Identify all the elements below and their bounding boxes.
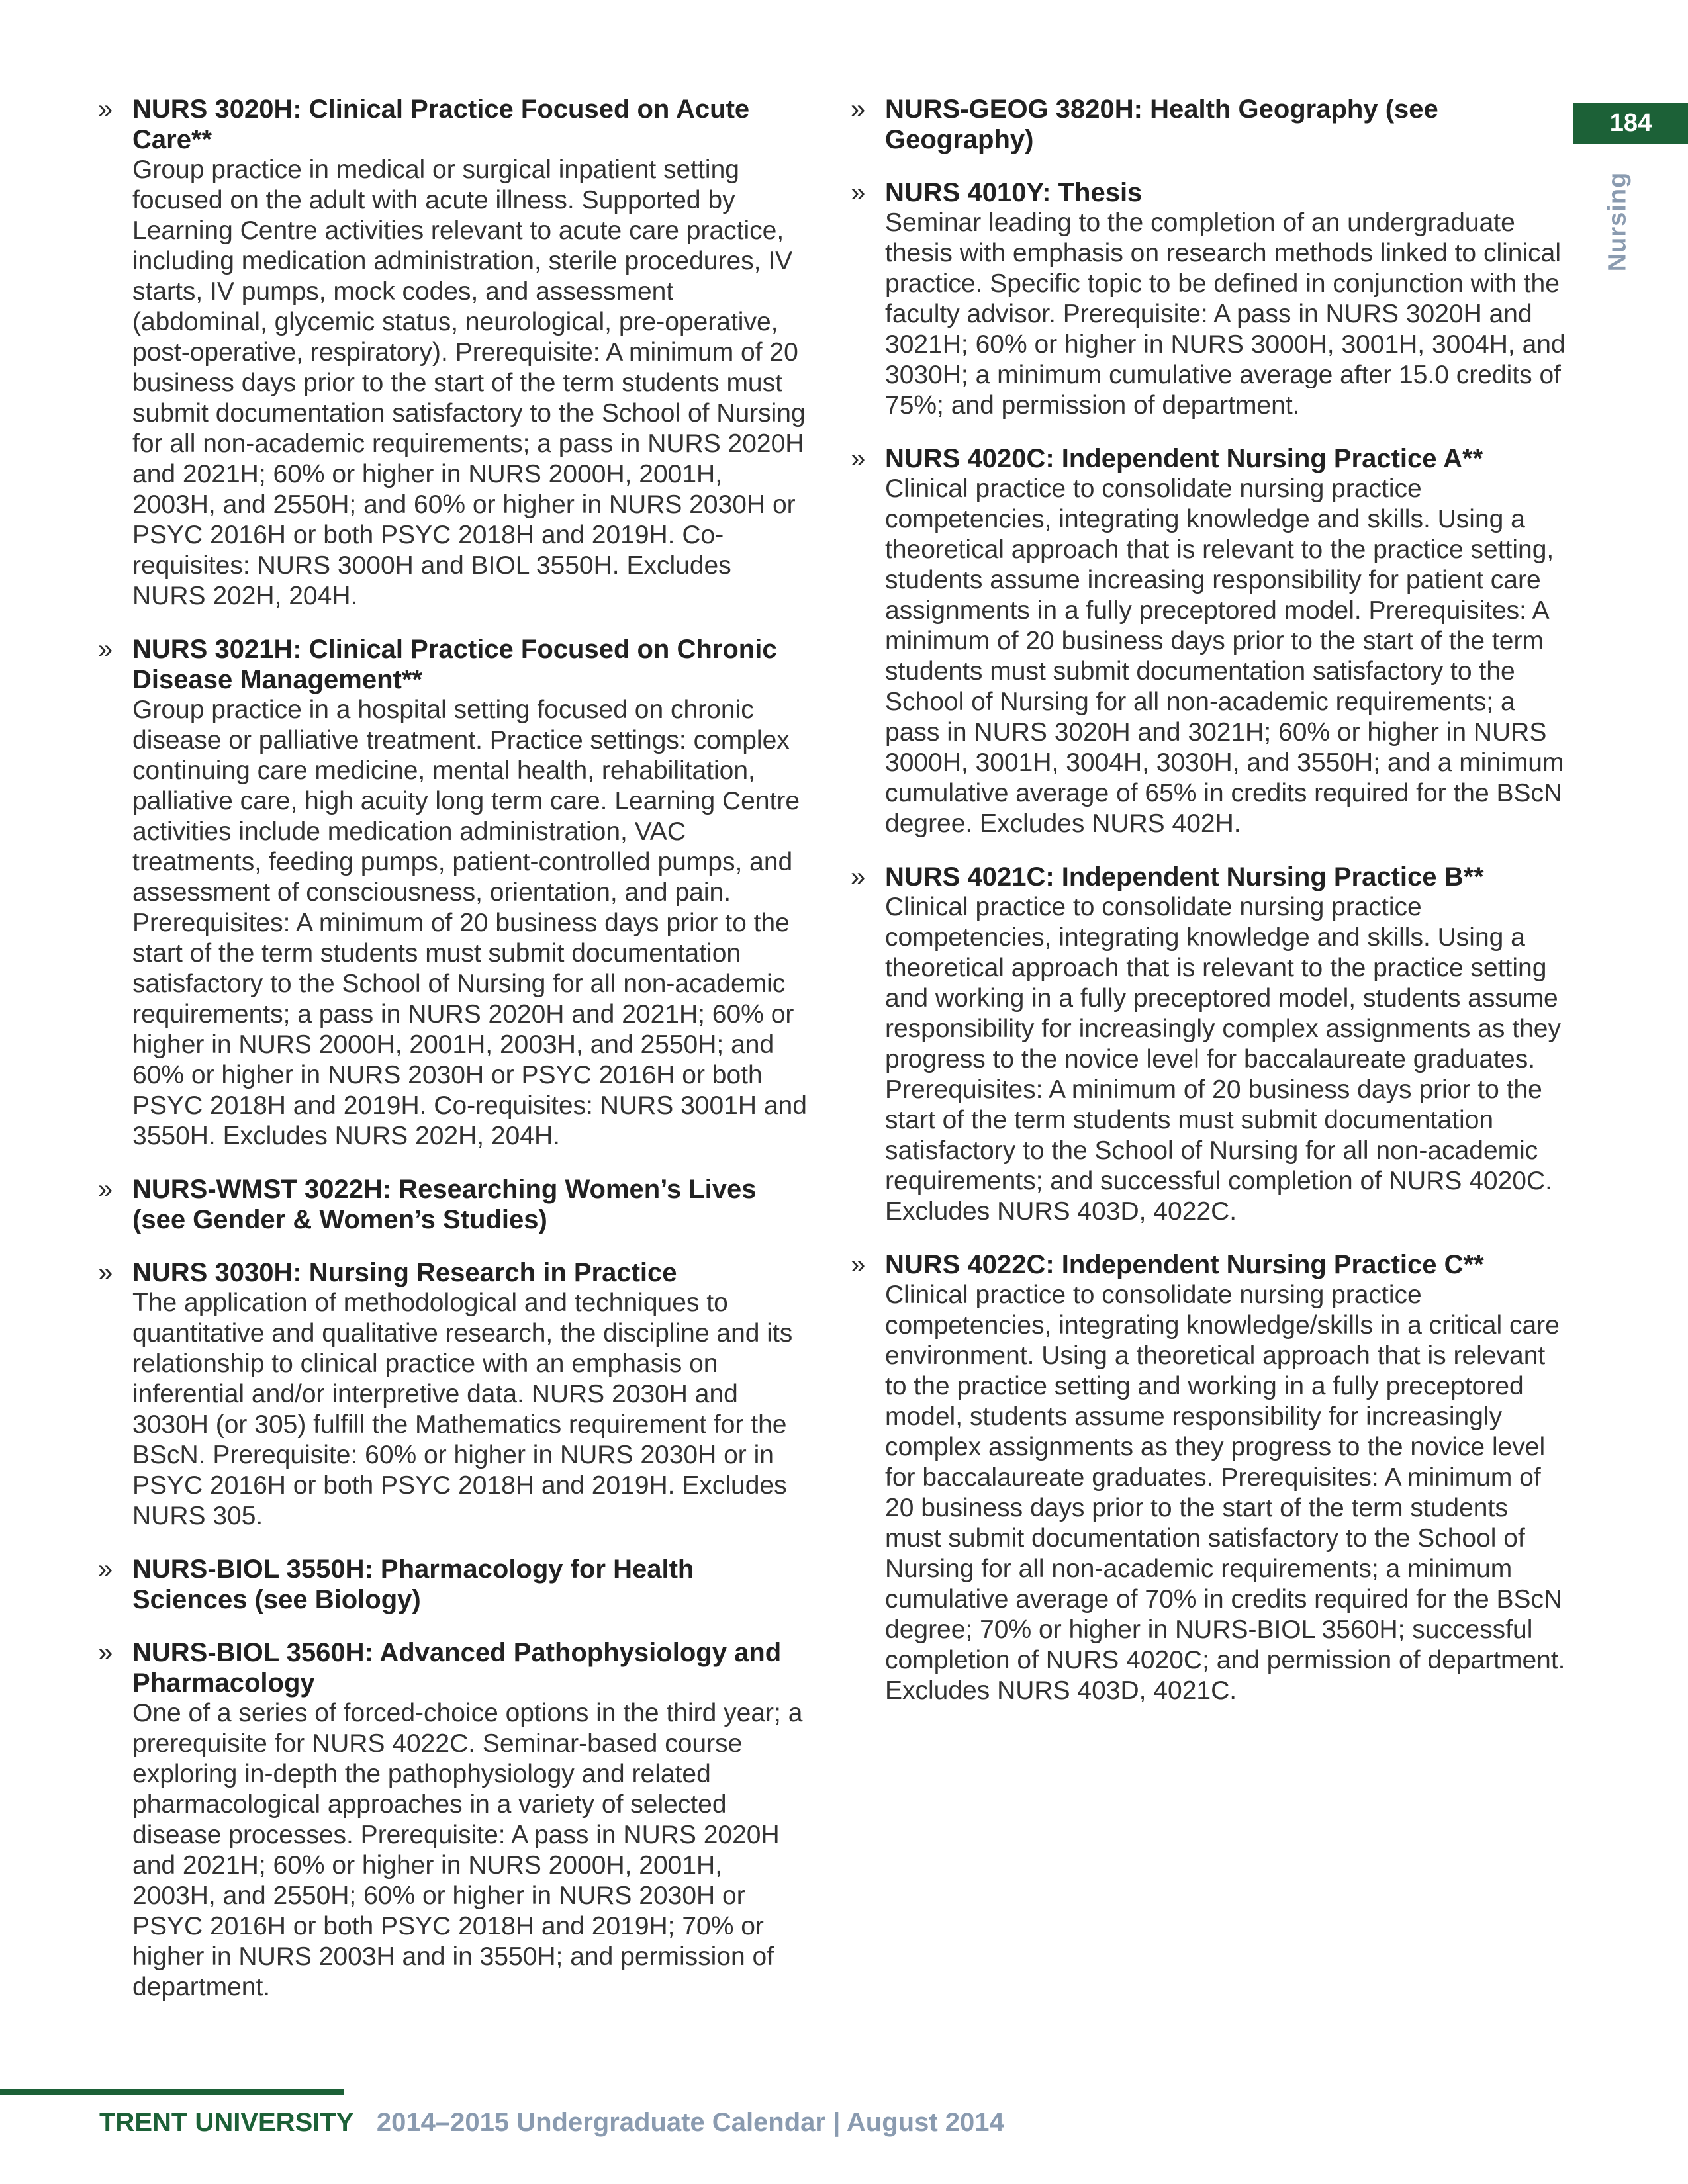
course-description: Clinical practice to consolidate nursing practice competencies, integrating knowledge/skills in a critical care environment. Using a theoretical approach that is relevant to the practice setting and working in a fully preceptored model, students assume responsibility for increasingly complex assignments as they progress to the novice level for baccalaureate graduates. Prerequisites: A minimum of 20 business days prior to the start of the term students must submit documentation satisfactory to the School of Nursing for all non-academic requirements; a minimum cumulative average of 70% in credits required for the BScN degree; 70% or higher in NURS-BIOL 3560H; successful completion of NURS 4020C; and permission of department. Excludes NURS 403D, 4021C. [885,1281,1566,1705]
course-entry [851,862,1569,1227]
bullet-marker: » [98,1555,113,1584]
course-entry [851,94,1569,155]
course-title: NURS-GEOG 3820H: Health Geography (see Geography) [885,95,1438,154]
course-title: NURS 3030H: Nursing Research in Practice [132,1258,677,1287]
bullet-marker: » [98,95,113,124]
bullet-marker: » [851,95,866,124]
footer [99,2108,1004,2138]
course-entry [851,443,1569,839]
course-description: Group practice in medical or surgical inpatient setting focused on the adult with acute illness. Supported by Learning Centre activities relevant to acute care practice, including medication administration, sterile procedures, IV starts, IV pumps, mock codes, and assessment (abdominal, glycemic status, neurological, pre-operative, post-operative, respiratory). Prerequisite: A minimum of 20 business days prior to the start of the term students must submit documentation satisfactory to the School of Nursing for all non-academic requirements; a pass in NURS 2020H and 2021H; 60% or higher in NURS 2000H, 2001H, 2003H, and 2550H; and 60% or higher in NURS 2030H or PSYC 2016H or both PSYC 2018H and 2019H. Co-requisites: NURS 3000H and BIOL 3550H. Excludes NURS 202H, 204H. [132,156,806,610]
bullet-marker: » [851,1250,866,1279]
footer-brand: TRENT UNIVERSITY [99,2108,353,2137]
course-entry [98,94,808,612]
bullet-marker: » [851,178,866,207]
footer-subtitle: 2014–2015 Undergraduate Calendar | August 2014 [376,2108,1004,2137]
right-column [851,94,1569,1729]
course-title: NURS 4020C: Independent Nursing Practice A** [885,444,1483,473]
left-column [98,94,808,2025]
course-title: NURS-BIOL 3560H: Advanced Pathophysiology and Pharmacology [132,1638,782,1698]
bullet-marker: » [98,1638,113,1667]
course-entry [98,1174,808,1235]
page-number-tab [1573,103,1688,144]
bullet-marker: » [851,444,866,473]
course-title: NURS 4010Y: Thesis [885,178,1143,207]
footer-rule [0,2089,344,2095]
bullet-marker: » [851,862,866,891]
course-description: Group practice in a hospital setting focused on chronic disease or palliative treatment. Practice settings: complex continuing care medicine, mental health, rehabilitation, palliative care, high acuity long term care. Learning Centre activities include medication administration, VAC treatments, feeding pumps, patient-controlled pumps, and assessment of consciousness, orientation, and pain. Prerequisites: A minimum of 20 business days prior to the start of the term students must submit documentation satisfactory to the School of Nursing for all non-academic requirements; a pass in NURS 2020H and 2021H; 60% or higher in NURS 2000H, 2001H, 2003H, and 2550H; and 60% or higher in NURS 2030H or PSYC 2016H or both PSYC 2018H and 2019H. Co-requisites: NURS 3001H and 3550H. Excludes NURS 202H, 204H. [132,696,807,1150]
course-title: NURS 4021C: Independent Nursing Practice B** [885,862,1484,891]
course-entry [98,1257,808,1531]
course-description: Seminar leading to the completion of an undergraduate thesis with emphasis on research methods linked to clinical practice. Specific topic to be defined in conjunction with the faculty advisor. Prerequisite: A pass in NURS 3020H and 3021H; 60% or higher in NURS 3000H, 3001H, 3004H, and 3030H; a minimum cumulative average after 15.0 credits of 75%; and permission of department. [885,208,1566,420]
course-entry [851,1250,1569,1706]
section-label-text: Nursing [1603,171,1632,272]
bullet-marker: » [98,1175,113,1204]
bullet-marker: » [98,1258,113,1287]
course-description: Clinical practice to consolidate nursing practice competencies, integrating knowledge and skills. Using a theoretical approach that is relevant to the practice setting and working in a fully preceptored model, students assume responsibility for increasingly complex assignments as they progress to the novice level for baccalaureate graduates. Prerequisites: A minimum of 20 business days prior to the start of the term students must submit documentation satisfactory to the School of Nursing for all non-academic requirements; and successful completion of NURS 4020C. Excludes NURS 403D, 4022C. [885,893,1561,1226]
course-entry [98,1637,808,2003]
course-title: NURS 4022C: Independent Nursing Practice C** [885,1250,1484,1279]
course-title: NURS 3021H: Clinical Practice Focused on Chronic Disease Management** [132,635,777,694]
course-description: One of a series of forced-choice options in the third year; a prerequisite for NURS 4022C. Seminar-based course exploring in-depth the pathophysiology and related pharmacological approaches in a variety of selected disease processes. Prerequisite: A pass in NURS 2020H and 2021H; 60% or higher in NURS 2000H, 2001H, 2003H, and 2550H; 60% or higher in NURS 2030H or PSYC 2016H or both PSYC 2018H and 2019H; 70% or higher in NURS 2003H and in 3550H; and permission of department. [132,1699,803,2001]
course-entry [98,1554,808,1615]
course-entry [98,634,808,1152]
bullet-marker: » [98,635,113,664]
course-description: The application of methodological and techniques to quantitative and qualitative research, the discipline and its relationship to clinical practice with an emphasis on inferential and/or interpretive data. NURS 2030H and 3030H (or 305) fulfill the Mathematics requirement for the BScN. Prerequisite: 60% or higher in NURS 2030H or in PSYC 2016H or both PSYC 2018H and 2019H. Excludes NURS 305. [132,1289,793,1530]
course-title: NURS-BIOL 3550H: Pharmacology for Health Sciences (see Biology) [132,1555,694,1614]
course-entry [851,177,1569,421]
course-title: NURS-WMST 3022H: Researching Women’s Lives (see Gender & Women’s Studies) [132,1175,757,1234]
course-title: NURS 3020H: Clinical Practice Focused on Acute Care** [132,95,750,154]
page-number: 184 [1609,109,1652,137]
course-description: Clinical practice to consolidate nursing practice competencies, integrating knowledge and skills. Using a theoretical approach that is relevant to the practice setting, students assume increasing responsibility for patient care assignments in a fully preceptored model. Prerequisites: A minimum of 20 business days prior to the start of the term students must submit documentation satisfactory to the School of Nursing for all non-academic requirements; a pass in NURS 3020H and 3021H; 60% or higher in NURS 3000H, 3001H, 3004H, 3030H, and 3550H; and a minimum cumulative average of 65% in credits required for the BScN degree. Excludes NURS 402H. [885,475,1564,838]
